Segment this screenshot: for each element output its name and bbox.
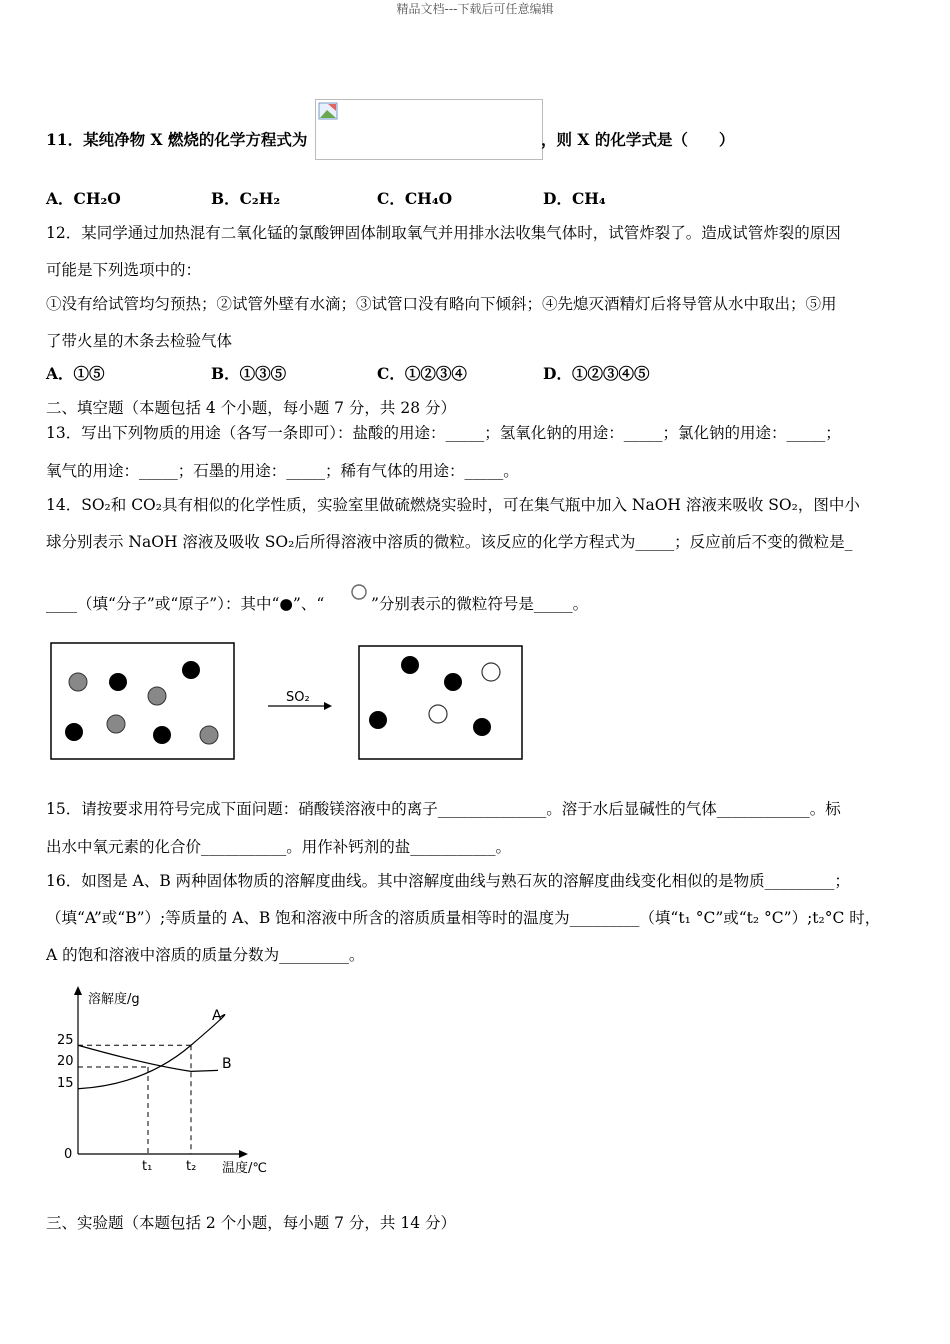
q11-option-b: B．C₂H₂ — [211, 189, 281, 208]
q16-line-2: （填“A”或“B”）;等质量的 A、B 饱和溶液中所含的溶质质量相等时的温度为_________（填“t₁ °C”或“t₂ °C”）;t₂°C 时， — [46, 909, 881, 927]
section-2-heading: 二、填空题（本题包括 4 个小题，每小题 7 分，共 28 分） — [46, 399, 457, 417]
q14-line-1: 14．SO₂和 CO₂具有相似的化学性质，实验室里做硫燃烧实验时，可在集气瓶中加入 NaOH 溶液来吸收 SO₂，图中小 — [46, 496, 860, 514]
q12-option-a: A．①⑤ — [46, 364, 105, 383]
x-tick-t1: t₁ — [142, 1159, 153, 1174]
q14-line-3a: ____（填“分子”或“原子”）：其中“●”、“ — [46, 595, 325, 613]
hollow-particle — [482, 663, 500, 681]
black-particle — [369, 711, 387, 729]
q12-line-1: 12．某同学通过加热混有二氧化锰的氯酸钾固体制取氧气并用排水法收集气体时，试管炸裂了。造成试管炸裂的原因 — [46, 224, 841, 242]
arrow-label: SO₂ — [286, 690, 310, 705]
q16-line-3: A 的饱和溶液中溶质的质量分数为_________。 — [46, 946, 365, 964]
series-a-label: A — [212, 1008, 222, 1024]
black-particle — [109, 673, 127, 691]
solubility-chart — [50, 980, 290, 1180]
y-tick-15: 15 — [57, 1076, 74, 1091]
black-particle — [444, 673, 462, 691]
x-axis-label: 温度/℃ — [222, 1161, 267, 1176]
q15-line-1: 15．请按要求用符号完成下面问题：硝酸镁溶液中的离子______________。溶于水后显碱性的气体____________。标 — [46, 800, 841, 818]
black-particle — [182, 661, 200, 679]
x-axis-arrow — [239, 1150, 248, 1158]
black-particle — [153, 726, 171, 744]
arrow-head — [324, 702, 332, 710]
q13-line-2: 氧气的用途：_____；石墨的用途：_____；稀有气体的用途：_____。 — [46, 462, 519, 480]
q12-line-3: ①没有给试管均匀预热；②试管外壁有水滴；③试管口没有略向下倾斜；④先熄灭酒精灯后将导管从水中取出；⑤用 — [46, 295, 837, 313]
q12-option-d: D．①②③④⑤ — [543, 364, 650, 383]
q11-option-d: D．CH₄ — [543, 189, 606, 208]
black-particle — [65, 723, 83, 741]
hollow-circle-icon — [349, 582, 369, 602]
particle-diagram — [48, 640, 528, 765]
broken-image-icon — [318, 102, 340, 122]
y-axis-label: 溶解度/g — [88, 992, 140, 1007]
y-tick-20: 20 — [57, 1054, 74, 1069]
gray-particle — [107, 715, 125, 733]
gray-particle — [148, 687, 166, 705]
page-header: 精品文档---下载后可任意编辑 — [396, 2, 554, 16]
q14-line-3b: ”分别表示的微粒符号是_____。 — [371, 595, 589, 613]
q12-line-4: 了带火星的木条去检验气体 — [46, 332, 233, 350]
q12-option-c: C．①②③④ — [377, 364, 467, 383]
gray-particle — [69, 673, 87, 691]
q11-option-c: C．CH₄O — [377, 189, 453, 208]
gray-particle — [200, 726, 218, 744]
equation-image-placeholder — [315, 99, 543, 160]
y-axis-arrow — [74, 986, 82, 995]
after-reaction-box — [359, 646, 522, 759]
q16-line-1: 16．如图是 A、B 两种固体物质的溶解度曲线。其中溶解度曲线与熟石灰的溶解度曲线变化相似的是物质_________； — [46, 872, 850, 890]
q12-option-b: B．①③⑤ — [211, 364, 287, 383]
q12-line-2: 可能是下列选项中的： — [46, 261, 202, 279]
black-particle — [401, 656, 419, 674]
q13-line-1: 13．写出下列物质的用途（各写一条即可）：盐酸的用途：_____；氢氧化钠的用途：_____；氯化钠的用途：_____； — [46, 424, 841, 442]
q14-line-2: 球分别表示 NaOH 溶液及吸收 SO₂后所得溶液中溶质的微粒。该反应的化学方程式为_____；反应前后不变的微粒是_ — [46, 533, 853, 551]
black-particle — [473, 718, 491, 736]
q11-text-before: 11．某纯净物 X 燃烧的化学方程式为 — [46, 130, 308, 149]
series-b-label: B — [222, 1056, 232, 1072]
q11-text-after: ，则 X 的化学式是（ ） — [541, 130, 735, 149]
q15-line-2: 出水中氧元素的化合价___________。用作补钙剂的盐___________。 — [46, 838, 512, 856]
hollow-particle — [429, 705, 447, 723]
section-3-heading: 三、实验题（本题包括 2 个小题，每小题 7 分，共 14 分） — [46, 1214, 457, 1232]
y-tick-0: 0 — [64, 1147, 73, 1162]
q11-option-a: A．CH₂O — [46, 189, 121, 208]
x-tick-t2: t₂ — [186, 1159, 197, 1174]
y-tick-25: 25 — [57, 1033, 74, 1048]
